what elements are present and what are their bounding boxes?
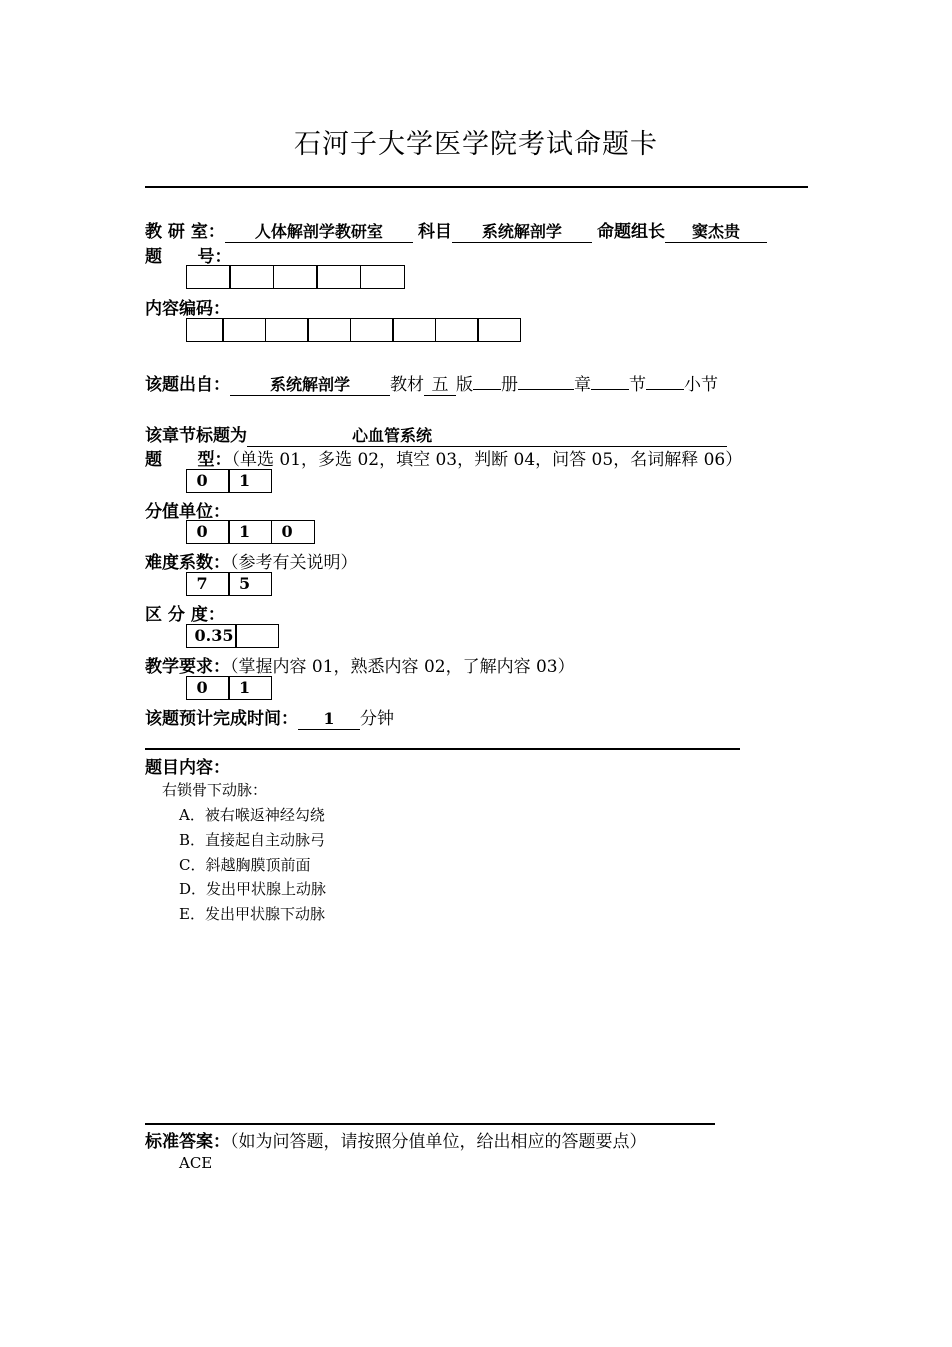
question-type-label: 题 型： [145,450,232,470]
digit-box [235,624,279,648]
leader-value: 窦杰贵 [665,222,767,243]
question-no-boxes [187,265,405,289]
question-type-hint: （单选 01，多选 02，填空 03，判断 04，问答 05，名词解释 06） [231,450,743,470]
question-type-boxes [187,469,272,493]
subject-label: 科目 [417,222,452,242]
subject-value: 系统解剖学 [452,222,592,243]
dept-label: 教 研 室： [145,222,225,242]
page-title: 石河子大学医学院考试命题卡 [294,129,658,160]
difficulty-row [145,548,358,573]
answer-value: ACE [179,1154,213,1172]
digit-box: 0 [271,520,315,544]
source-label: 该题出自： [145,375,230,395]
digit-box: 5 [228,572,272,596]
code-box [186,318,224,342]
leader-label: 命题组长 [597,222,666,242]
content-label: 题目内容： [145,758,230,778]
code-box [229,265,274,289]
time-unit: 分钟 [360,709,394,729]
volume-label: 册 [501,375,518,395]
difficulty-hint: （参考有关说明） [230,553,358,573]
chapter-title-label: 该章节标题为 [145,426,247,446]
code-box [360,265,405,289]
score-unit-boxes [187,520,315,544]
teaching-req-row [145,652,575,677]
chapter-title-text: 心血管系统 [352,426,433,445]
discrimination-boxes [187,624,279,648]
option-b: B．直接起自主动脉弓 [179,831,326,849]
time-value: 1 [298,709,360,730]
code-box [265,318,309,342]
source-row [145,370,718,396]
answer-row [145,1127,647,1152]
title-divider [145,186,808,188]
source-book: 系统解剖学 [230,375,390,396]
digit-box: 1 [228,520,272,544]
code-box [392,318,436,342]
discrimination-label: 区 分 度： [145,605,225,625]
question-type-row [145,445,742,470]
digit-box: 1 [228,676,272,700]
answer-divider [145,1123,715,1125]
option-e: E．发出甲状腺下动脉 [179,905,325,923]
answer-label: 标准答案： [145,1132,230,1152]
code-box [477,318,521,342]
content-divider [145,748,740,750]
option-c: C．斜越胸膜顶前面 [179,856,311,874]
section-blank [591,389,629,390]
score-unit-label: 分值单位： [145,502,230,522]
time-label: 该题预计完成时间： [145,709,298,729]
difficulty-boxes [187,572,272,596]
time-row [145,704,394,730]
code-box [435,318,479,342]
difficulty-label: 难度系数： [145,553,230,573]
digit-box: 0 [186,469,230,493]
textbook-label: 教材 [390,375,424,395]
answer-hint: （如为问答题，请按照分值单位，给出相应的答题要点） [230,1132,647,1152]
teaching-req-boxes [187,676,272,700]
content-code-boxes [187,318,521,342]
code-box [307,318,351,342]
code-box [273,265,318,289]
edition-value: 五 [424,375,456,396]
teaching-req-hint: （掌握内容 01，熟悉内容 02，了解内容 03） [230,657,575,677]
subsection-label: 小节 [684,375,718,395]
teaching-req-label: 教学要求： [145,657,230,677]
digit-box: 0.35 [186,624,237,648]
digit-box: 1 [228,469,272,493]
question-stem: 右锁骨下动脉： [162,781,268,799]
chapter-title-row [145,421,727,447]
digit-box: 0 [186,676,230,700]
chapter-blank [518,389,574,390]
digit-box: 0 [186,520,230,544]
code-box [186,265,231,289]
digit-box: 7 [186,572,230,596]
volume-blank [473,389,501,390]
dept-value: 人体解剖学教研室 [225,222,413,243]
code-box [222,318,266,342]
question-no-label: 题 号： [145,247,232,267]
option-d: D．发出甲状腺上动脉 [179,880,327,898]
subsection-blank [646,389,684,390]
chapter-label: 章 [574,375,591,395]
content-code-label: 内容编码： [145,299,230,319]
code-box [316,265,361,289]
section-label: 节 [629,375,646,395]
header-row [145,217,767,243]
code-box [350,318,394,342]
edition-label: 版 [456,375,473,395]
option-a: A．被右喉返神经勾绕 [179,806,325,824]
chapter-title-value [247,426,727,447]
